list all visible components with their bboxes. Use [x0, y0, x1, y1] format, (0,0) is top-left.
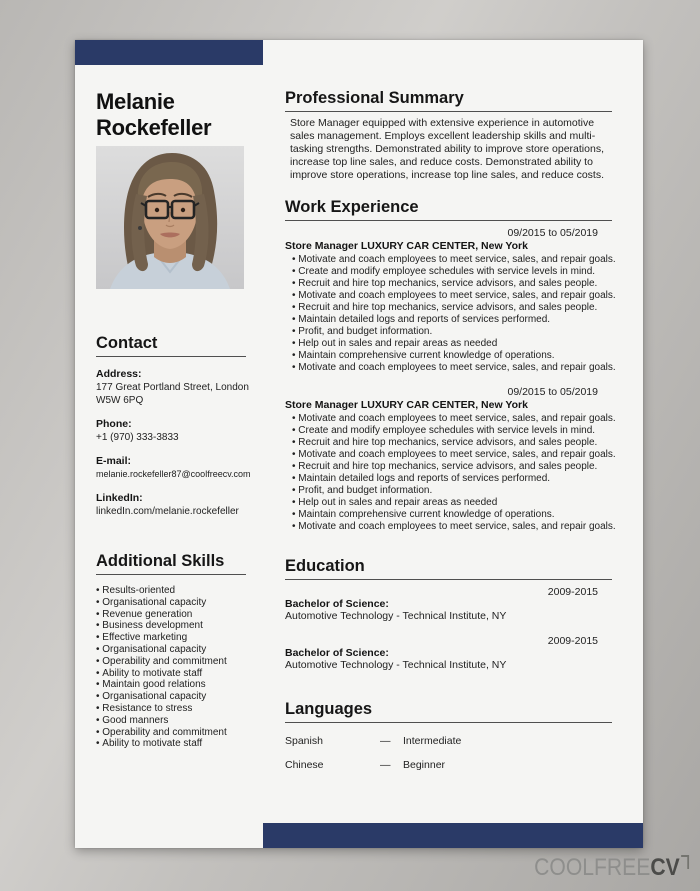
experience-bullet: • Help out in sales and repair areas as needed — [292, 338, 612, 350]
contact-address — [96, 368, 249, 407]
linkedin-value: linkedIn.com/melanie.rockefeller — [96, 506, 239, 517]
brand-bracket-icon — [681, 855, 689, 869]
skill-item: • Business development — [96, 620, 246, 632]
language-level: Intermediate — [403, 735, 462, 747]
skills-list — [96, 585, 246, 750]
experience-bullet: • Recruit and hire top mechanics, service advisors, and sales people. — [292, 461, 612, 473]
languages-heading: Languages — [285, 700, 612, 723]
experience-bullet: • Profit, and budget information. — [292, 326, 612, 338]
skill-item: • Organisational capacity — [96, 644, 246, 656]
summary-text: Store Manager equipped with extensive experience in automotive sales management. Employs excellent leadership skills and multi-tasking strengths. Demonstrated ability to improve store operations, increase top line sales, and reduce costs. Demonstrated ability to improve store operations, increase top line sales, and reduce costs. — [290, 117, 605, 181]
experience-heading: Work Experience — [285, 198, 612, 221]
language-row — [285, 759, 612, 771]
main-content — [285, 40, 616, 771]
skill-item: • Operability and commitment — [96, 727, 246, 739]
skill-item: • Effective marketing — [96, 632, 246, 644]
education-date: 2009-2015 — [547, 635, 598, 647]
education-school: Automotive Technology - Technical Institute, NY — [285, 659, 507, 671]
address-line1: 177 Great Portland Street, London — [96, 382, 249, 393]
skill-item: • Results-oriented — [96, 585, 246, 597]
education-degree: Bachelor of Science: — [285, 647, 389, 659]
language-row — [285, 735, 612, 747]
skill-item: • Good manners — [96, 715, 246, 727]
skill-item: • Organisational capacity — [96, 691, 246, 703]
skill-item: • Ability to motivate staff — [96, 738, 246, 750]
skill-item: • Organisational capacity — [96, 597, 246, 609]
experience-date: 09/2015 to 05/2019 — [507, 227, 598, 239]
skills-heading: Additional Skills — [96, 552, 246, 575]
linkedin-label: LinkedIn: — [96, 492, 143, 504]
address-line2: W5W 6PQ — [96, 395, 144, 406]
candidate-name: Melanie Rockefeller — [96, 89, 212, 140]
language-name: Spanish — [285, 735, 323, 747]
experience-bullet: • Recruit and hire top mechanics, service advisors, and sales people. — [292, 437, 612, 449]
experience-bullet: • Create and modify employee schedules with service levels in mind. — [292, 425, 612, 437]
email-value: melanie.rockefeller87@coolfreecv.com — [96, 469, 251, 479]
experience-bullet: • Motivate and coach employees to meet service, sales, and repair goals. — [292, 449, 612, 461]
experience-title: Store Manager LUXURY CAR CENTER, New York — [285, 399, 528, 411]
experience-bullet: • Maintain detailed logs and reports of services performed. — [292, 473, 612, 485]
experience-entry — [285, 386, 616, 533]
experience-bullets — [285, 413, 616, 533]
sidebar — [96, 40, 251, 750]
education-entry — [285, 586, 612, 623]
language-level: Beginner — [403, 759, 446, 771]
experience-bullet: • Recruit and hire top mechanics, service advisors, and sales people. — [292, 278, 612, 290]
experience-bullet: • Motivate and coach employees to meet service, sales, and repair goals. — [292, 413, 612, 425]
experience-bullet: • Motivate and coach employees to meet service, sales, and repair goals. — [292, 362, 612, 374]
education-date: 2009-2015 — [547, 586, 598, 598]
contact-linkedin — [96, 492, 246, 518]
experience-bullet: • Maintain detailed logs and reports of services performed. — [292, 314, 612, 326]
language-dash: — — [380, 759, 391, 771]
education-school: Automotive Technology - Technical Institute, NY — [285, 610, 507, 622]
language-dash: — — [380, 735, 391, 747]
cv-page — [75, 40, 643, 848]
phone-label: Phone: — [96, 418, 132, 430]
experience-bullet: • Profit, and budget information. — [292, 485, 612, 497]
phone-value: +1 (970) 333-3833 — [96, 432, 179, 443]
experience-bullets — [285, 254, 616, 374]
skill-item: • Operability and commitment — [96, 656, 246, 668]
experience-bullet: • Recruit and hire top mechanics, service advisors, and sales people. — [292, 302, 612, 314]
experience-title: Store Manager LUXURY CAR CENTER, New York — [285, 240, 528, 252]
experience-entry — [285, 227, 616, 374]
contact-phone — [96, 418, 246, 444]
email-label: E-mail: — [96, 455, 132, 467]
address-label: Address: — [96, 368, 142, 380]
contact-heading: Contact — [96, 334, 246, 357]
education-heading: Education — [285, 557, 612, 580]
experience-bullet: • Maintain comprehensive current knowledge of operations. — [292, 350, 612, 362]
coolfreecv-logo[interactable] — [534, 854, 689, 882]
skill-item: • Maintain good relations — [96, 679, 246, 691]
experience-bullet: • Create and modify employee schedules with service levels in mind. — [292, 266, 612, 278]
skill-item: • Ability to motivate staff — [96, 668, 246, 680]
brand-light-text: COOLFREE — [533, 854, 650, 881]
summary-heading: Professional Summary — [285, 89, 612, 112]
skill-item: • Resistance to stress — [96, 703, 246, 715]
education-degree: Bachelor of Science: — [285, 598, 389, 610]
experience-bullet: • Motivate and coach employees to meet service, sales, and repair goals. — [292, 254, 612, 266]
accent-bar-bottom — [263, 823, 643, 848]
language-name: Chinese — [285, 759, 324, 771]
experience-bullet: • Help out in sales and repair areas as needed — [292, 497, 612, 509]
experience-bullet: • Motivate and coach employees to meet service, sales, and repair goals. — [292, 290, 612, 302]
experience-bullet: • Maintain comprehensive current knowledge of operations. — [292, 509, 612, 521]
profile-photo — [96, 146, 244, 289]
brand-bold-text: CV — [649, 854, 680, 881]
education-entry — [285, 635, 612, 672]
contact-email — [96, 455, 251, 481]
experience-bullet: • Motivate and coach employees to meet service, sales, and repair goals. — [292, 521, 612, 533]
experience-date: 09/2015 to 05/2019 — [507, 386, 598, 398]
skill-item: • Revenue generation — [96, 609, 246, 621]
